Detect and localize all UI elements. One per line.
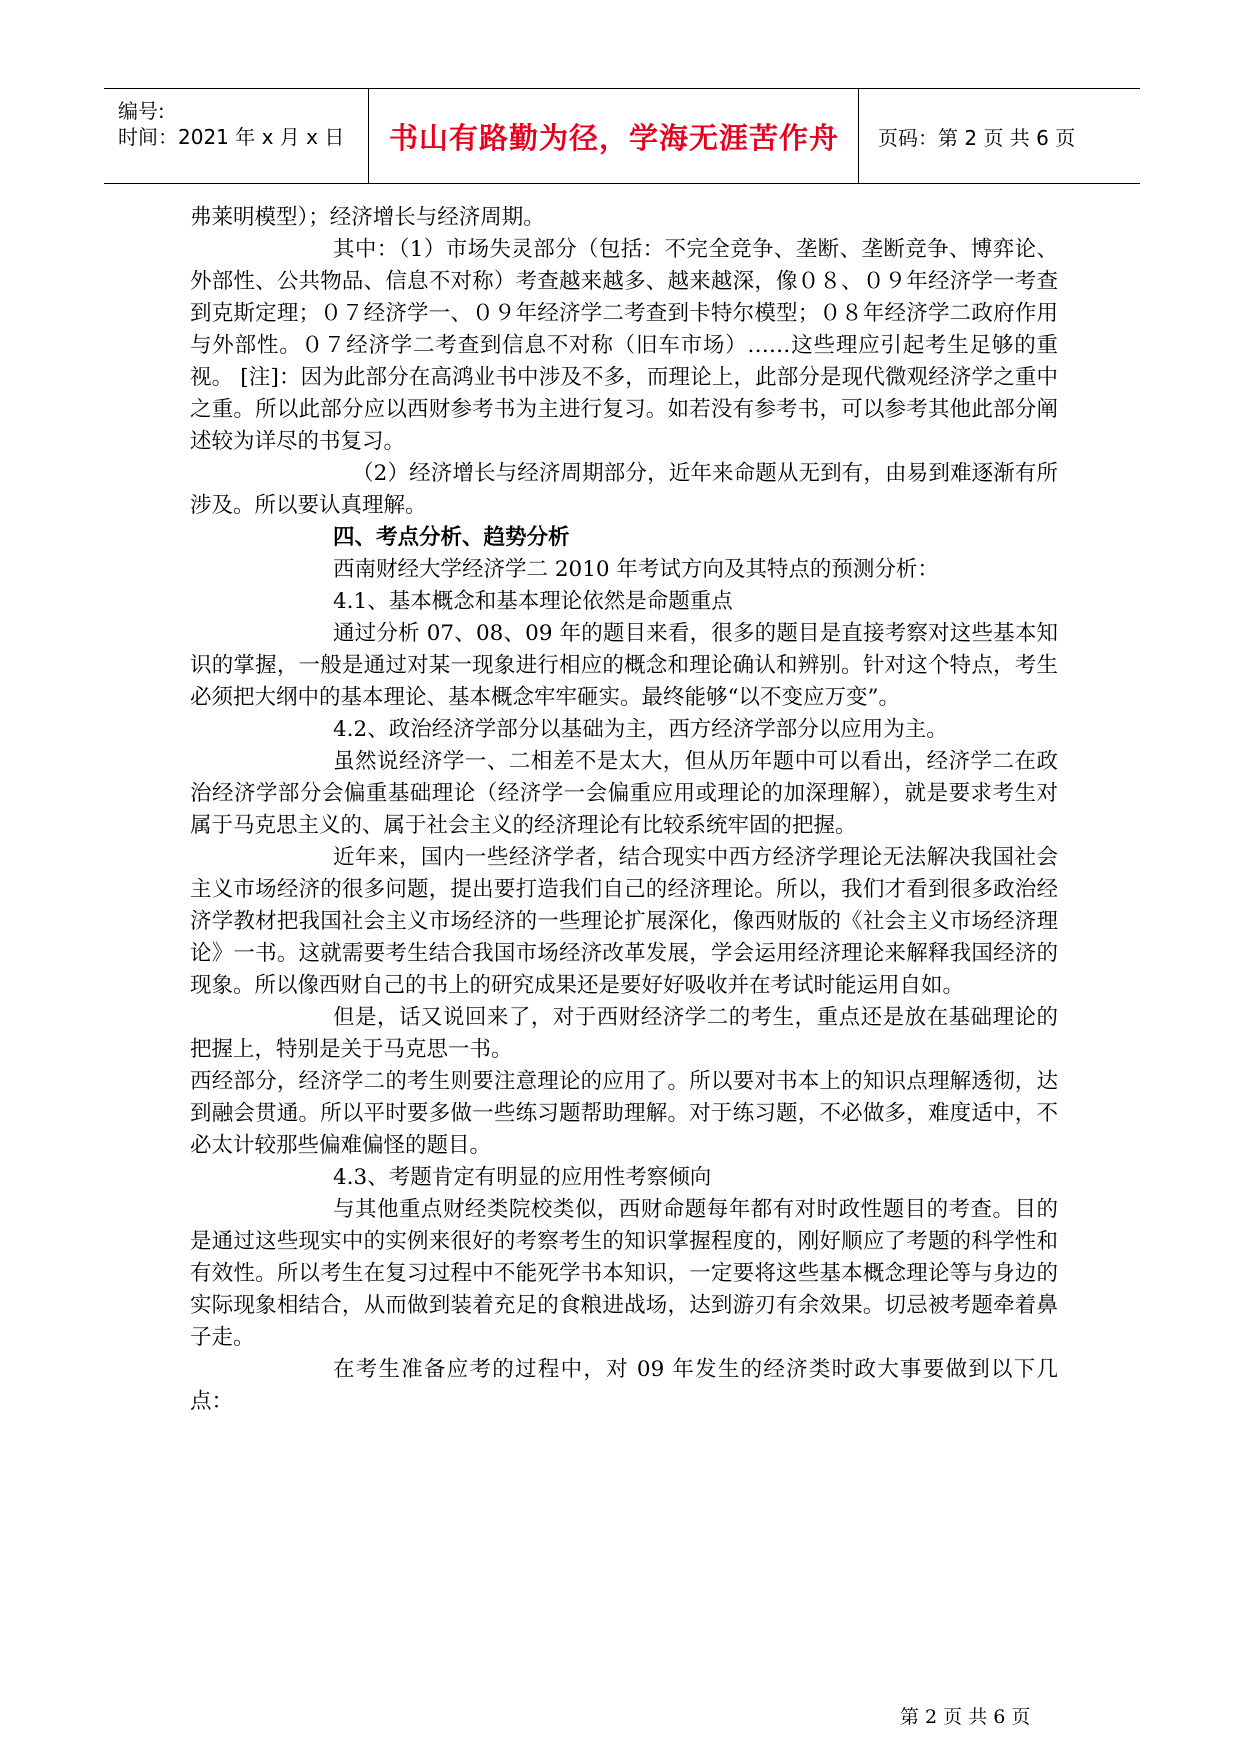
- paragraph: 但是，话又说回来了，对于西财经济学二的考生，重点还是放在基础理论的把握上，特别是关于马克思一书。: [190, 1005, 1058, 1062]
- paragraph: 近年来，国内一些经济学者，结合现实中西方经济学理论无法解决我国社会主义市场经济的很多问题，提出要打造我们自己的经济理论。所以，我们才看到很多政治经济学教材把我国社会主义市场经济的一些理论扩展深化，像西财版的《社会主义市场经济理论》一书。这就需要考生结合我国市场经济改革发展，学会运用经济理论来解释我国经济的现象。所以像西财自己的书上的研究成果还是要好好吸收并在考试时能运用自如。: [190, 845, 1058, 998]
- document-body: [190, 202, 1058, 1418]
- header-meta: [104, 89, 369, 183]
- paragraph: 在考生准备应考的过程中，对 09 年发生的经济类时政大事要做到以下几点：: [190, 1357, 1058, 1414]
- paragraph: 弗莱明模型）；经济增长与经济周期。: [190, 205, 545, 230]
- time-label: 时间：2021 年 x 月 x 日: [118, 125, 345, 149]
- paragraph: 通过分析 07、08、09 年的题目来看，很多的题目是直接考察对这些基本知识的掌握，一般是通过对某一现象进行相应的概念和理论确认和辨别。针对这个特点，考生必须把大纲中的基本理论、基本概念牢牢砸实。最终能够“以不变应万变”。: [190, 621, 1058, 710]
- paragraph: （2）经济增长与经济周期部分，近年来命题从无到有，由易到难逐渐有所涉及。所以要认真理解。: [190, 461, 1058, 518]
- header-motto: 书山有路勤为径，学海无涯苦作舟: [370, 89, 859, 183]
- subheading: 4.1、基本概念和基本理论依然是命题重点: [333, 589, 733, 614]
- page-footer: 第 2 页 共 6 页: [900, 1706, 1031, 1728]
- paragraph: 其中：（1）市场失灵部分（包括：不完全竞争、垄断、垄断竞争、博弈论、外部性、公共物品、信息不对称）考查越来越多、越来越深，像０８、０９年经济学一考查到克斯定理；０７经济学一、０９年经济学二考查到卡特尔模型；０８年经济学二政府作用与外部性。０７经济学二考查到信息不对称（旧车市场）……这些理应引起考生足够的重视。 [注]：因为此部分在高鸿业书中涉及不多，而理论上，此部分是现代微观经济学之重中之重。所以此部分应以西财参考书为主进行复习。如若没有参考书，可以参考其他此部分阐述较为详尽的书复习。: [190, 237, 1058, 454]
- section-heading: 四、考点分析、趋势分析: [333, 525, 570, 550]
- subheading: 4.2、政治经济学部分以基础为主，西方经济学部分以应用为主。: [333, 717, 948, 742]
- subheading: 4.3、考题肯定有明显的应用性考察倾向: [333, 1165, 712, 1190]
- paragraph: 与其他重点财经类院校类似，西财命题每年都有对时政性题目的考查。目的是通过这些现实中的实例来很好的考察考生的知识掌握程度的，刚好顺应了考题的科学性和有效性。所以考生在复习过程中不能死学书本知识，一定要将这些基本概念理论等与身边的实际现象相结合，从而做到装着充足的食粮进战场，达到游刃有余效果。切忌被考题牵着鼻子走。: [190, 1197, 1058, 1350]
- paragraph: 虽然说经济学一、二相差不是太大，但从历年题中可以看出，经济学二在政治经济学部分会偏重基础理论（经济学一会偏重应用或理论的加深理解），就是要求考生对属于马克思主义的、属于社会主义的经济理论有比较系统牢固的把握。: [190, 749, 1058, 838]
- number-label: 编号:: [118, 99, 165, 123]
- header-page-label: 页码：第 2 页 共 6 页: [878, 125, 1076, 150]
- paragraph: 西南财经大学经济学二 2010 年考试方向及其特点的预测分析：: [333, 557, 939, 582]
- page-header: [104, 88, 1140, 184]
- paragraph: 西经部分，经济学二的考生则要注意理论的应用了。所以要对书本上的知识点理解透彻，达到融会贯通。所以平时要多做一些练习题帮助理解。对于练习题，不必做多，难度适中，不必太计较那些偏难偏怪的题目。: [190, 1069, 1058, 1158]
